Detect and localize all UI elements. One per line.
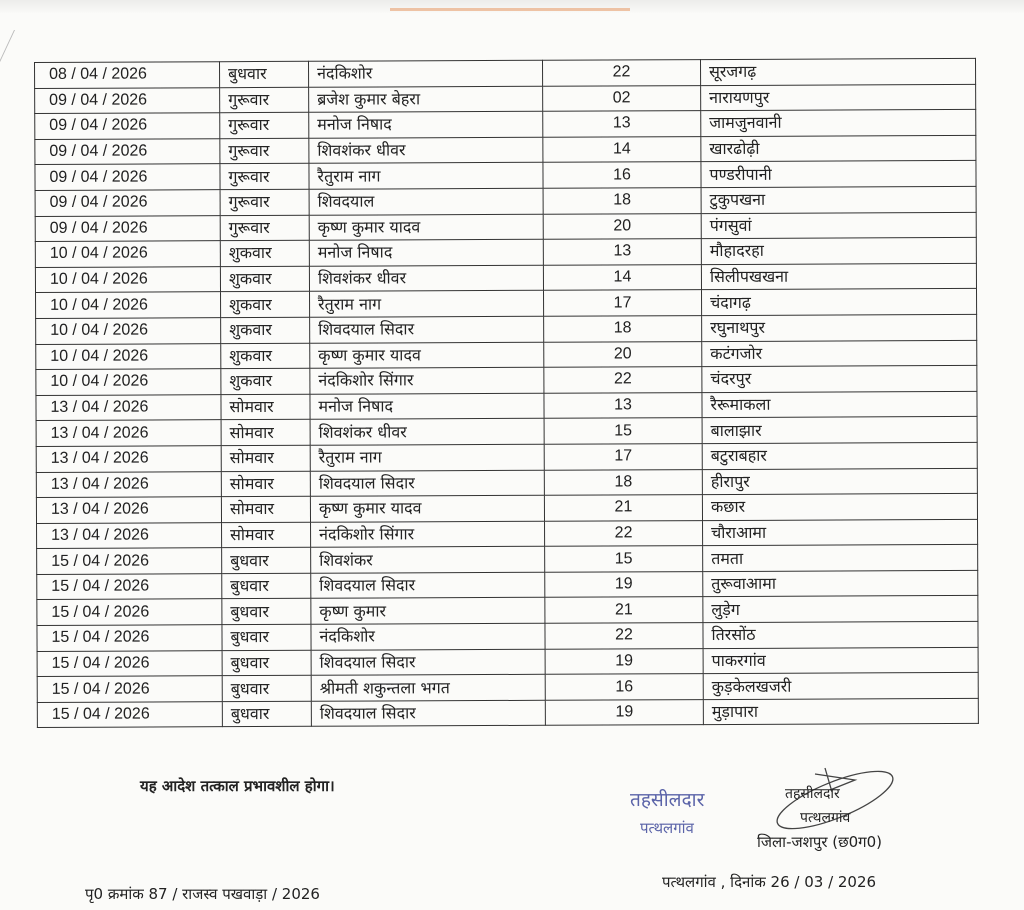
day-cell: शुकवार [221, 317, 310, 343]
color-strip [390, 8, 630, 11]
date-cell: 10 / 04 / 2026 [35, 241, 220, 267]
day-cell: बुधवार [222, 599, 311, 625]
day-cell: सोमवार [221, 394, 310, 420]
village-cell: पण्डरीपानी [701, 161, 976, 188]
signatory-district: जिला-जशपुर (छ0ग0) [757, 833, 882, 851]
halka-number-cell: 19 [545, 571, 703, 597]
halka-number-cell: 13 [544, 392, 702, 418]
order-effective-text: यह आदेश तत्काल प्रभावशील होगा। [140, 777, 335, 795]
officer-name-cell: कृष्ण कुमार यादव [310, 495, 544, 522]
date-cell: 09 / 04 / 2026 [35, 113, 220, 139]
officer-name-cell: मनोज निषाद [310, 393, 544, 420]
date-cell: 15 / 04 / 2026 [37, 650, 222, 676]
village-cell: मौहादरहा [701, 238, 976, 265]
village-cell: नारायणपुर [701, 84, 976, 111]
village-cell: बटुराबहार [702, 442, 977, 469]
date-cell: 10 / 04 / 2026 [36, 318, 221, 344]
village-cell: जामजुनवानी [701, 110, 976, 137]
date-cell: 15 / 04 / 2026 [37, 625, 222, 651]
date-cell: 15 / 04 / 2026 [37, 548, 222, 574]
day-cell: सोमवार [221, 471, 310, 497]
halka-number-cell: 16 [543, 162, 701, 188]
date-cell: 08 / 04 / 2026 [35, 62, 220, 88]
officer-name-cell: कृष्ण कुमार यादव [310, 342, 544, 369]
date-cell: 15 / 04 / 2026 [37, 574, 222, 600]
village-cell: मुड़ापारा [703, 698, 978, 725]
officer-name-cell: शिवदयाल सिदार [311, 572, 545, 599]
officer-name-cell: कृष्ण कुमार यादव [309, 214, 543, 241]
office-stamp: तहसीलदार [630, 789, 705, 811]
officer-name-cell: मनोज निषाद [309, 239, 543, 266]
halka-number-cell: 17 [544, 290, 702, 316]
signatory-office: पत्थलगांव [800, 810, 851, 826]
day-cell: बुधवार [220, 61, 309, 87]
halka-number-cell: 19 [545, 648, 703, 674]
day-cell: सोमवार [221, 420, 310, 446]
village-cell: पाकरगांव [703, 647, 978, 674]
day-cell: गुरूवार [220, 138, 309, 164]
table-row [37, 698, 978, 728]
day-cell: शुकवार [221, 368, 310, 394]
date-cell: 13 / 04 / 2026 [36, 446, 221, 472]
halka-number-cell: 13 [543, 239, 701, 265]
date-cell: 09 / 04 / 2026 [35, 87, 220, 113]
halka-number-cell: 19 [545, 699, 703, 725]
halka-number-cell: 21 [544, 495, 702, 521]
officer-name-cell: शिवदयाल सिदार [311, 649, 545, 676]
day-cell: बुधवार [222, 624, 311, 650]
officer-name-cell: शिवशंकर [311, 547, 545, 574]
halka-number-cell: 18 [544, 316, 702, 342]
officer-name-cell: शिवदयाल सिदार [310, 316, 544, 343]
officer-name-cell: नंदकिशोर सिंगार [310, 367, 544, 394]
village-cell: तमता [703, 545, 978, 572]
officer-name-cell: नंदकिशोर [311, 623, 545, 650]
date-cell: 13 / 04 / 2026 [36, 394, 221, 420]
date-cell: 13 / 04 / 2026 [37, 522, 222, 548]
date-cell: 09 / 04 / 2026 [35, 215, 220, 241]
village-cell: खारढोढ़ी [701, 135, 976, 162]
date-cell: 15 / 04 / 2026 [37, 599, 222, 625]
village-cell: रघुनाथपुर [702, 314, 977, 341]
date-cell: 10 / 04 / 2026 [36, 292, 221, 318]
halka-number-cell: 22 [545, 623, 703, 649]
halka-number-cell: 17 [544, 443, 702, 469]
village-cell: कुड़केलखजरी [703, 673, 978, 700]
day-cell: गुरूवार [220, 112, 309, 138]
day-cell: शुकवार [221, 292, 310, 318]
officer-name-cell: ब्रजेश कुमार बेहरा [309, 86, 543, 113]
officer-name-cell: शिवदयाल सिदार [311, 700, 545, 727]
date-cell: 09 / 04 / 2026 [35, 190, 220, 216]
halka-number-cell: 21 [545, 597, 703, 623]
village-cell: बालाझार [702, 417, 977, 444]
officer-name-cell: शिवशंकर धीवर [309, 137, 543, 164]
day-cell: गुरूवार [220, 87, 309, 113]
village-cell: चौराआमा [703, 519, 978, 546]
officer-name-cell: शिवशंकर धीवर [310, 419, 544, 446]
place-date: पत्थलगांव , दिनांक 26 / 03 / 2026 [662, 873, 877, 891]
signatory-designation: तहसीलदार [785, 786, 840, 802]
day-cell: गुरूवार [220, 164, 309, 190]
officer-name-cell: रैतुराम नाग [310, 291, 544, 318]
officer-name-cell: रैतुराम नाग [309, 163, 543, 190]
day-cell: बुधवार [222, 676, 311, 702]
officer-name-cell: श्रीमती शकुन्तला भगत [311, 675, 545, 702]
date-cell: 13 / 04 / 2026 [36, 497, 221, 523]
day-cell: बुधवार [222, 701, 311, 727]
day-cell: शुकवार [221, 343, 310, 369]
day-cell: सोमवार [222, 522, 311, 548]
day-cell: सोमवार [221, 445, 310, 471]
halka-number-cell: 02 [543, 85, 701, 111]
halka-number-cell: 18 [544, 469, 702, 495]
halka-number-cell: 22 [545, 520, 703, 546]
date-cell: 13 / 04 / 2026 [36, 471, 221, 497]
village-cell: रैरूमाकला [702, 391, 977, 418]
halka-number-cell: 13 [543, 111, 701, 137]
officer-name-cell: शिवशंकर धीवर [309, 265, 543, 292]
village-cell: हीरापुर [702, 468, 977, 495]
village-cell: सूरजगढ़ [700, 58, 975, 85]
halka-number-cell: 20 [544, 341, 702, 367]
halka-number-cell: 20 [543, 213, 701, 239]
halka-number-cell: 15 [545, 546, 703, 572]
village-cell: टुकुपखना [701, 186, 976, 213]
date-cell: 10 / 04 / 2026 [36, 343, 221, 369]
date-cell: 10 / 04 / 2026 [36, 369, 221, 395]
halka-number-cell: 14 [543, 136, 701, 162]
village-cell: कटंगजोर [702, 340, 977, 367]
day-cell: गुरूवार [220, 189, 309, 215]
village-cell: चंदरपुर [702, 366, 977, 393]
date-cell: 09 / 04 / 2026 [35, 138, 220, 164]
day-cell: शुकवार [220, 266, 309, 292]
village-cell: तिरसोंठ [703, 621, 978, 648]
officer-name-cell: शिवदयाल [309, 188, 543, 215]
halka-number-cell: 16 [545, 674, 703, 700]
halka-number-cell: 22 [542, 60, 700, 86]
date-cell: 15 / 04 / 2026 [37, 702, 222, 728]
village-cell: चंदागढ़ [702, 289, 977, 316]
halka-number-cell: 15 [544, 418, 702, 444]
village-cell: कछार [702, 493, 977, 520]
day-cell: बुधवार [222, 650, 311, 676]
day-cell: बुधवार [222, 548, 311, 574]
halka-number-cell: 22 [544, 367, 702, 393]
schedule-table [34, 58, 979, 729]
office-stamp-place: पत्थलगांव [640, 819, 694, 837]
officer-name-cell: रैतुराम नाग [310, 444, 544, 471]
page-top-edge [0, 0, 1024, 14]
officer-name-cell: नंदकिशोर [308, 60, 542, 87]
day-cell: शुकवार [220, 240, 309, 266]
halka-number-cell: 18 [543, 188, 701, 214]
day-cell: गुरूवार [220, 215, 309, 241]
village-cell: सिलीपखखना [701, 263, 976, 290]
reference-number: पृ0 क्रमांक 87 / राजस्व पखवाड़ा / 2026 [85, 885, 320, 903]
village-cell: पंगसुवां [701, 212, 976, 239]
officer-name-cell: मनोज निषाद [309, 111, 543, 138]
date-cell: 09 / 04 / 2026 [35, 164, 220, 190]
day-cell: बुधवार [222, 573, 311, 599]
date-cell: 15 / 04 / 2026 [37, 676, 222, 702]
date-cell: 13 / 04 / 2026 [36, 420, 221, 446]
officer-name-cell: शिवदयाल सिदार [310, 470, 544, 497]
halka-number-cell: 14 [543, 264, 701, 290]
officer-name-cell: कृष्ण कुमार [311, 598, 545, 625]
date-cell: 10 / 04 / 2026 [35, 266, 220, 292]
village-cell: तुरूवाआमा [703, 570, 978, 597]
village-cell: लुड़ेग [703, 596, 978, 623]
officer-name-cell: नंदकिशोर सिंगार [311, 521, 545, 548]
day-cell: सोमवार [221, 496, 310, 522]
